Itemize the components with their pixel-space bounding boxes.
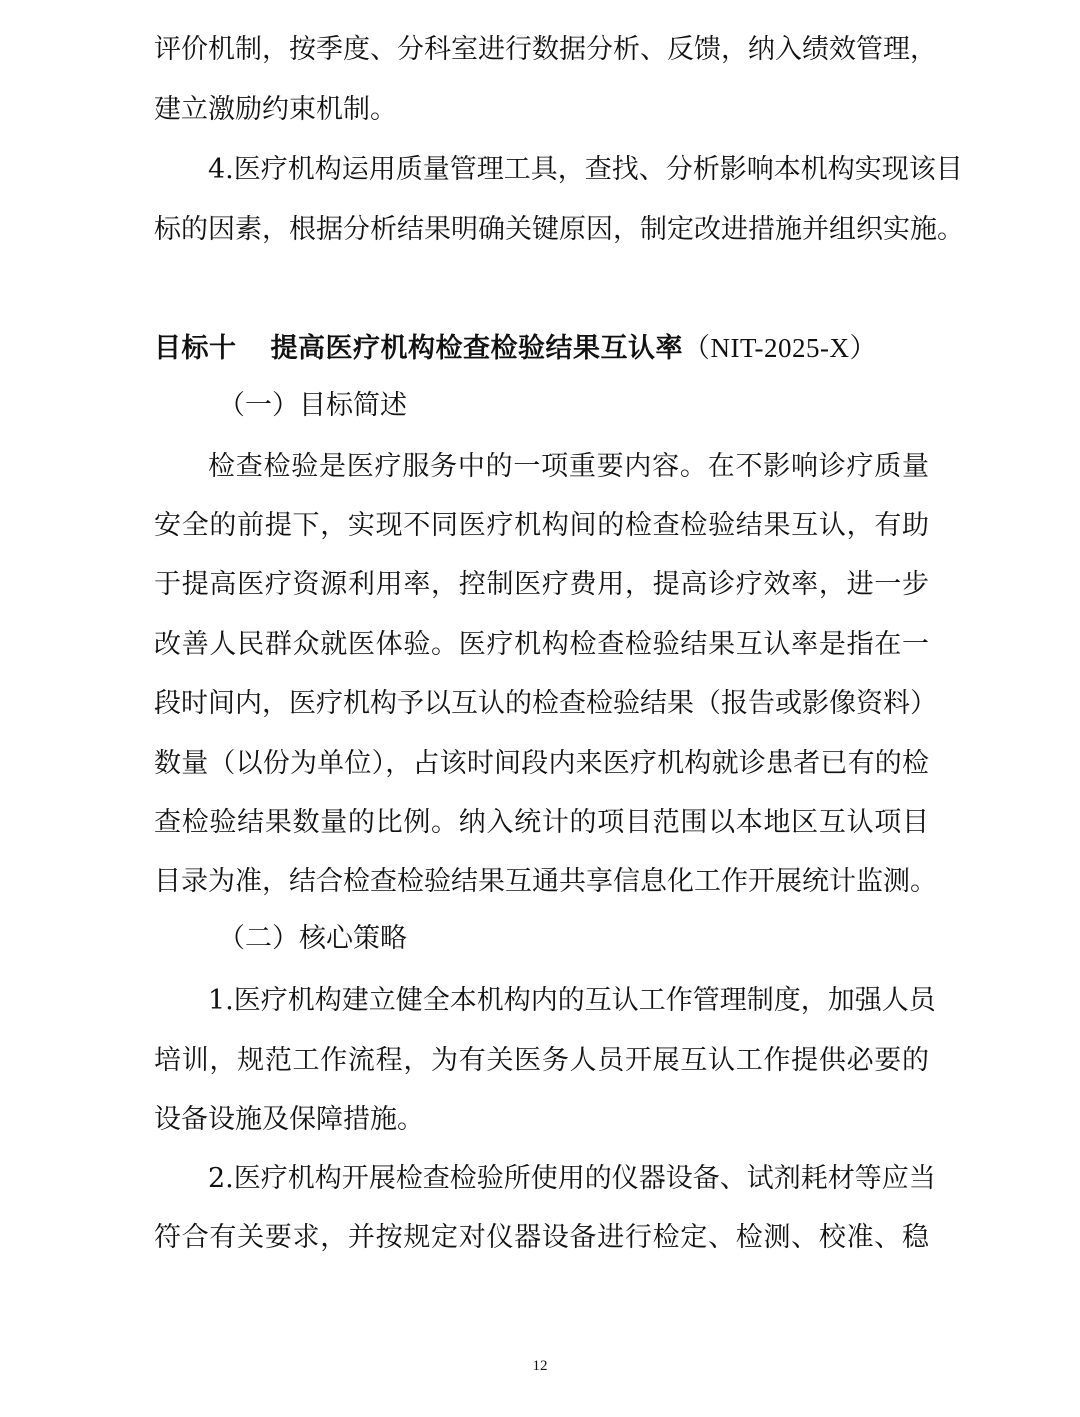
- paragraph-line: 培训，规范工作流程，为有关医务人员开展互认工作提供必要的: [154, 1045, 929, 1076]
- paragraph-line: 设备设施及保障措施。: [154, 1104, 424, 1135]
- paragraph-line: 数量（以份为单位），占该时间段内来医疗机构就诊患者已有的检: [154, 748, 929, 779]
- paragraph-line: 标的因素，根据分析结果明确关键原因，制定改进措施并组织实施。: [154, 214, 964, 245]
- page-number: 12: [532, 1358, 548, 1374]
- goal-heading: [154, 330, 929, 367]
- paragraph-line: 检查检验是医疗服务中的一项重要内容。在不影响诊疗质量: [208, 451, 929, 482]
- paragraph-line: 2.医疗机构开展检查检验所使用的仪器设备、试剂耗材等应当: [208, 1163, 936, 1194]
- section-heading: （一）目标简述: [218, 390, 407, 421]
- paragraph-line: 段时间内，医疗机构予以互认的检查检验结果（报告或影像资料）: [154, 688, 937, 719]
- paragraph-line: 4.医疗机构运用质量管理工具，查找、分析影响本机构实现该目: [208, 154, 963, 185]
- paragraph-line: 安全的前提下，实现不同医疗机构间的检查检验结果互认，有助: [154, 510, 929, 541]
- paragraph-line: 查检验结果数量的比例。纳入统计的项目范围以本地区互认项目: [154, 807, 929, 838]
- section-heading: （二）核心策略: [218, 923, 407, 954]
- goal-title: 提高医疗机构检查检验结果互认率: [270, 333, 683, 364]
- paragraph-line: 评价机制，按季度、分科室进行数据分析、反馈，纳入绩效管理，: [154, 34, 937, 65]
- paragraph-line: 目录为准，结合检查检验结果互通共享信息化工作开展统计监测。: [154, 866, 937, 897]
- goal-code: （NIT-2025-X）: [683, 333, 877, 363]
- paragraph-line: 于提高医疗资源利用率，控制医疗费用，提高诊疗效率，进一步: [154, 569, 929, 600]
- paragraph-line: 1.医疗机构建立健全本机构内的互认工作管理制度，加强人员: [208, 985, 936, 1016]
- paragraph-line: 改善人民群众就医体验。医疗机构检查检验结果互认率是指在一: [154, 629, 929, 660]
- paragraph-line: 符合有关要求，并按规定对仪器设备进行检定、检测、校准、稳: [154, 1222, 929, 1253]
- paragraph-line: 建立激励约束机制。: [154, 94, 397, 125]
- goal-label: 目标十: [154, 333, 237, 364]
